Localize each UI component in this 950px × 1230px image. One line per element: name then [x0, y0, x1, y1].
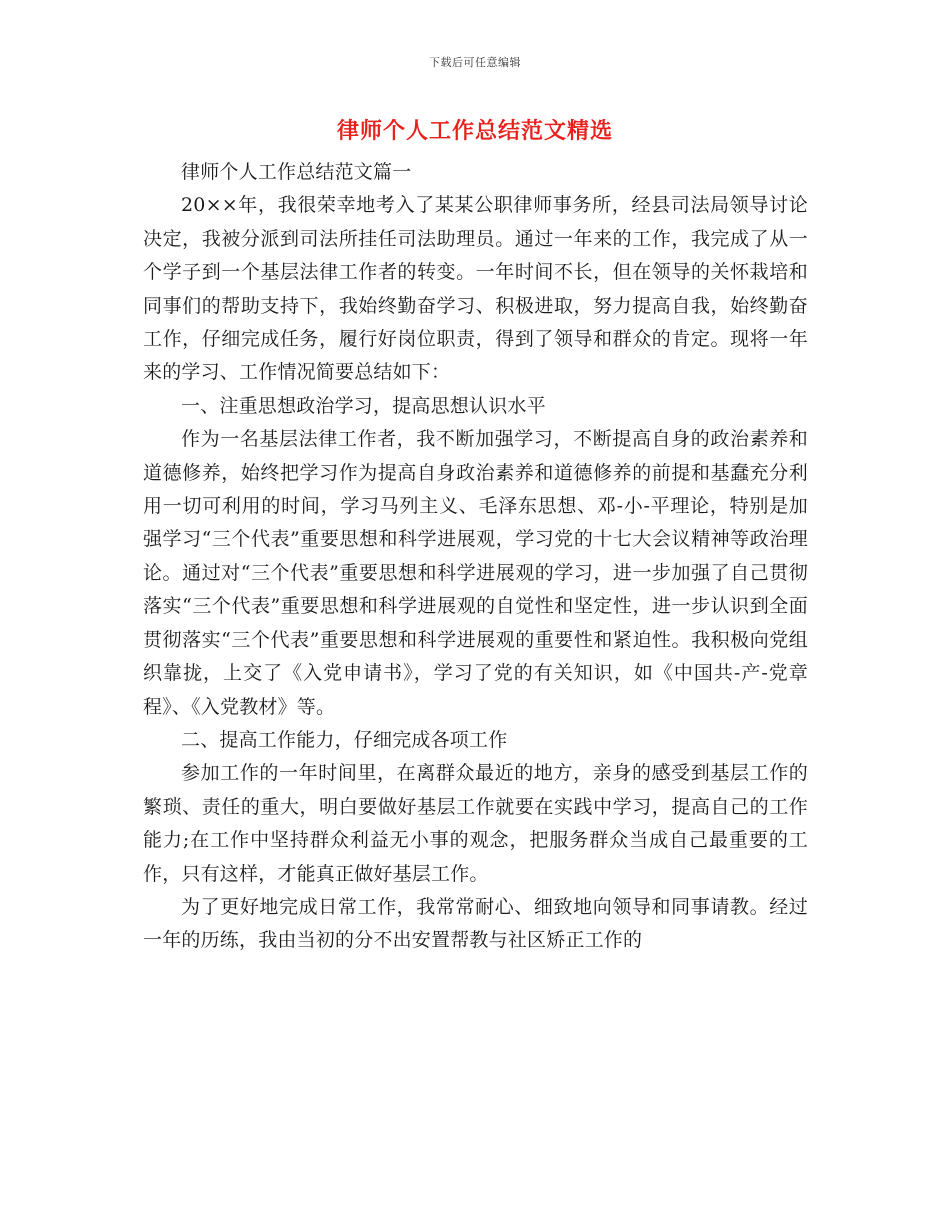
document-body [143, 156, 808, 958]
section-heading-article-one: 律师个人工作总结范文篇一 [181, 161, 412, 183]
body-paragraph-work-ability: 参加工作的一年时间里，在离群众最近的地方，亲身的感受到基层工作的繁琐、责任的重大，明白要做好基层工作就要在实践中学习，提高自己的工作能力;在工作中坚持群众利益无小事的观念，把服务群众当成自己最重要的工作，只有这样，才能真正做好基层工作。 [143, 762, 808, 885]
section-heading-two: 二、提高工作能力，仔细完成各项工作 [181, 728, 508, 751]
body-paragraph-daily-work: 为了更好地完成日常工作，我常常耐心、细致地向领导和同事请教。经过一年的历练，我由当初的分不出安置帮教与社区矫正工作的 [143, 895, 808, 952]
section-heading-one: 一、注重思想政治学习，提高思想认识水平 [181, 394, 546, 417]
document-title: 律师个人工作总结范文精选 [336, 119, 613, 144]
body-paragraph-political-study: 作为一名基层法律工作者，我不断加强学习，不断提高自身的政治素养和道德修养，始终把学习作为提高自身政治素养和道德修养的前提和基蠢充分利用一切可利用的时间，学习马列主义、毛泽东思想、邓-小-平理论，特别是加强学习“三个代表”重要思想和科学进展观，学习党的十七大会议精神等政治理论。通过对“三个代表”重要思想和科学进展观的学习，进一步加强了自己贯彻落实“三个代表”重要思想和科学进展观的自觉性和坚定性，进一步认识到全面贯彻落实“三个代表”重要思想和科学进展观的重要性和紧迫性。我积极向党组织靠拢，上交了《入党申请书》，学习了党的有关知识，如《中国共-产-党章程》、《入党教材》等。 [143, 428, 808, 718]
header-note: 下载后可任意编辑 [429, 56, 521, 69]
body-paragraph-intro: 20××年，我很荣幸地考入了某某公职律师事务所，经县司法局领导讨论决定，我被分派到司法所挂任司法助理员。通过一年来的工作，我完成了从一个学子到一个基层法律工作者的转变。一年时间不长，但在领导的关怀栽培和同事们的帮助支持下，我始终勤奋学习、积极进取，努力提高自我，始终勤奋工作，仔细完成任务，履行好岗位职责，得到了领导和群众的肯定。现将一年来的学习、工作情况简要总结如下： [143, 194, 808, 384]
